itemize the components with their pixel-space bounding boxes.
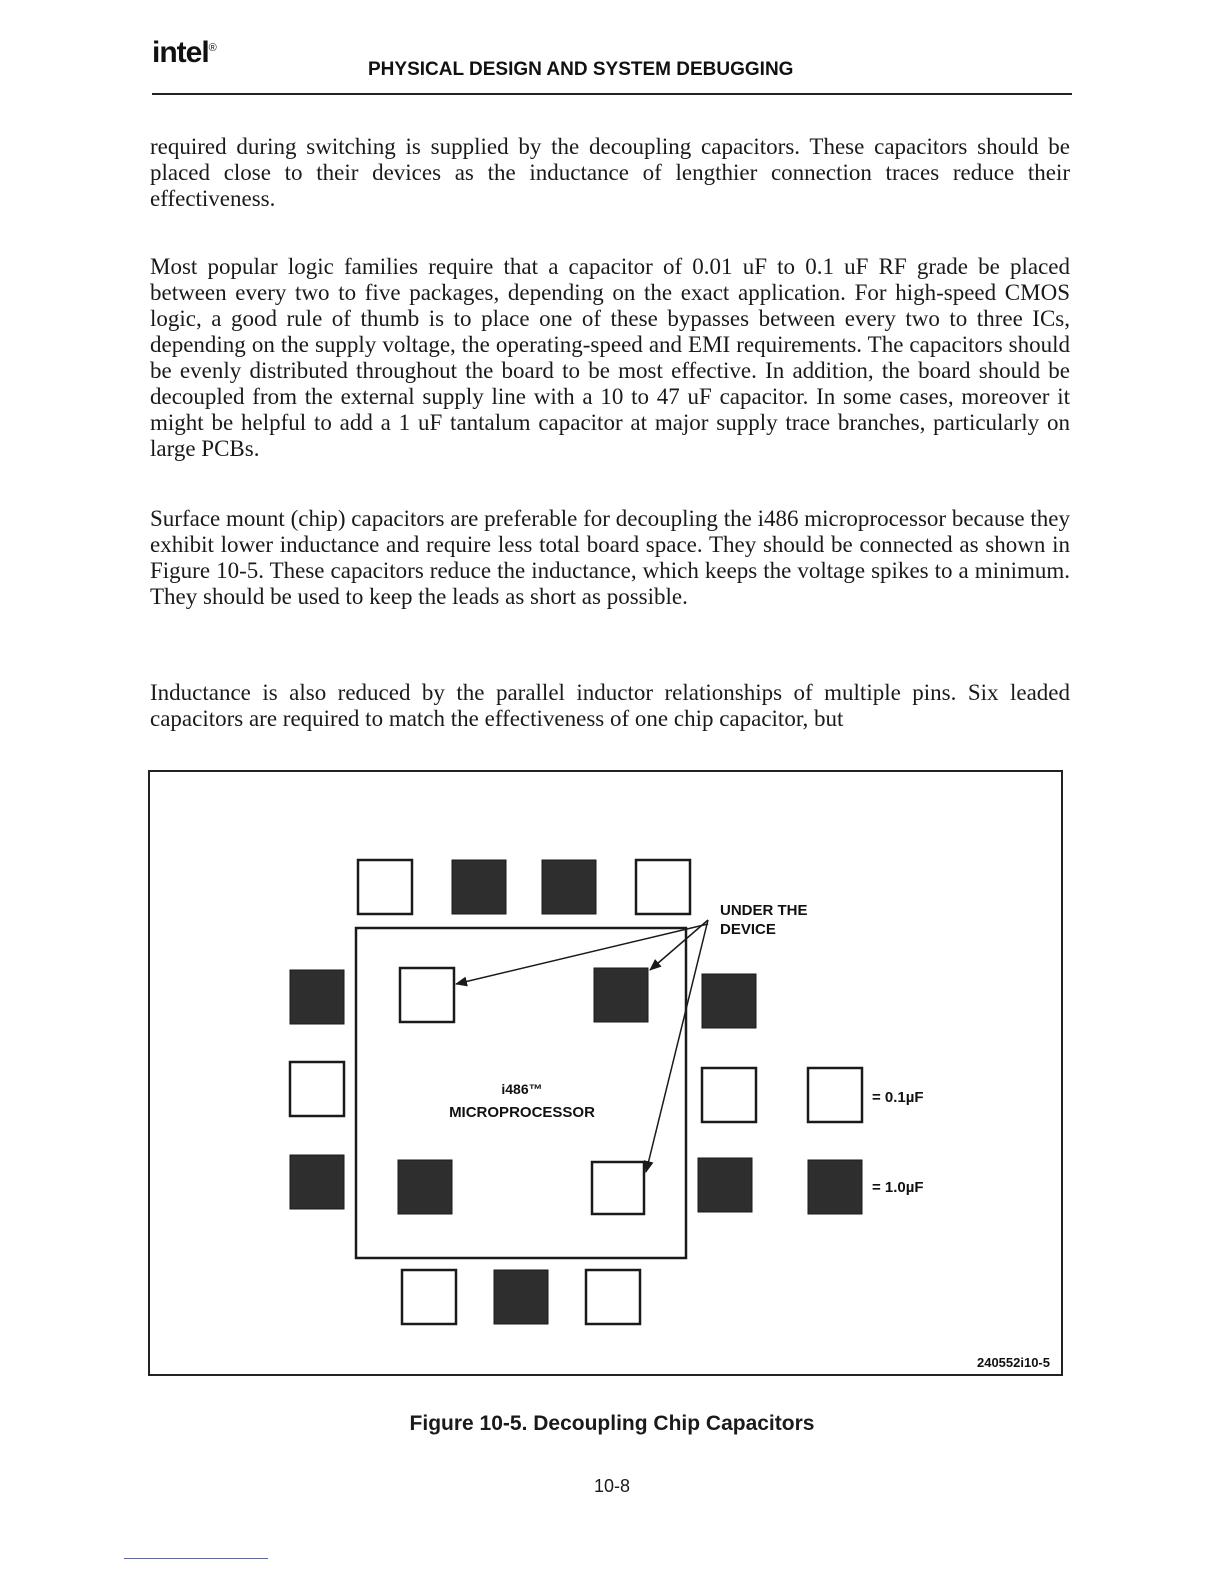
- under-device-label-line2: DEVICE: [720, 921, 776, 938]
- chip-label-line2: MICROPROCESSOR: [449, 1104, 595, 1121]
- capacitor-1-0uf: [698, 1158, 752, 1212]
- figure-caption: Figure 10-5. Decoupling Chip Capacitors: [409, 1412, 815, 1435]
- capacitor-0-1uf: [702, 1068, 756, 1122]
- capacitor-1-0uf: [290, 970, 344, 1024]
- capacitor-0-1uf: [586, 1270, 640, 1324]
- legend-swatch-1-0uf: [808, 1160, 862, 1214]
- paragraph-1: required during switching is supplied by the decoupling capacitors. These capacitors should be placed close to their devices as the inductance of lengthier connection traces reduce their effectiveness.: [150, 134, 1070, 211]
- capacitor-1-0uf: [452, 860, 506, 914]
- capacitor-1-0uf: [494, 1270, 548, 1324]
- capacitor-0-1uf: [592, 1162, 644, 1214]
- paragraph-4: Inductance is also reduced by the parallel inductor relationships of multiple pins. Six leaded capacitors are required to match the effectiveness of one chip capacitor, but: [150, 680, 1070, 731]
- paragraph-2: Most popular logic families require that a capacitor of 0.01 uF to 0.1 uF RF grade be placed between every two to five packages, depending on the exact application. For high-speed CMOS logic, a good rule of thumb is to place one of these bypasses between every two to three ICs, depending on the supply voltage, the operating-speed and EMI requirements. The capacitors should be evenly distributed throughout the board to be most effective. In addition, the board should be decoupled from the external supply line with a 10 to 47 uF capacitor. In some cases, moreover it might be helpful to add a 1 uF tantalum capacitor at major supply trace branches, particularly on large PCBs.: [150, 254, 1070, 461]
- paragraph-3: Surface mount (chip) capacitors are preferable for decoupling the i486 microprocessor because they exhibit lower inductance and require less total board space. They should be connected as shown in Figure 10-5. These capacitors reduce the inductance, which keeps the voltage spikes to a minimum. They should be used to keep the leads as short as possible.: [150, 506, 1070, 609]
- figure-id-label: 240552i10-5: [976, 1355, 1050, 1370]
- legend-swatch-0-1uf: [808, 1068, 862, 1122]
- page-number: 10-8: [593, 1476, 631, 1496]
- under-device-label-line1: UNDER THE: [720, 902, 808, 919]
- capacitor-1-0uf: [542, 860, 596, 914]
- pointer-arrow: [456, 924, 708, 984]
- capacitor-1-0uf: [702, 974, 756, 1028]
- legend-label-0-1uf: = 0.1µF: [872, 1089, 924, 1106]
- running-header-title: PHYSICAL DESIGN AND SYSTEM DEBUGGING: [368, 59, 794, 80]
- capacitor-0-1uf: [358, 860, 412, 914]
- legend-label-1-0uf: = 1.0µF: [872, 1179, 924, 1196]
- capacitor-1-0uf: [594, 968, 648, 1022]
- figure-decoupling-capacitors: [148, 770, 1063, 1376]
- capacitor-0-1uf: [636, 860, 690, 914]
- footer-divider: [124, 1558, 268, 1559]
- pointer-arrow: [646, 920, 708, 1172]
- capacitor-layout-diagram: [150, 772, 1065, 1378]
- capacitor-1-0uf: [398, 1160, 452, 1214]
- capacitor-1-0uf: [290, 1155, 344, 1209]
- capacitor-0-1uf: [402, 1270, 456, 1324]
- capacitor-0-1uf: [290, 1062, 344, 1116]
- intel-logo: intel®: [152, 36, 216, 69]
- capacitor-0-1uf: [400, 968, 454, 1022]
- header-divider: [152, 93, 1072, 95]
- chip-label-line1: i486™: [501, 1081, 543, 1097]
